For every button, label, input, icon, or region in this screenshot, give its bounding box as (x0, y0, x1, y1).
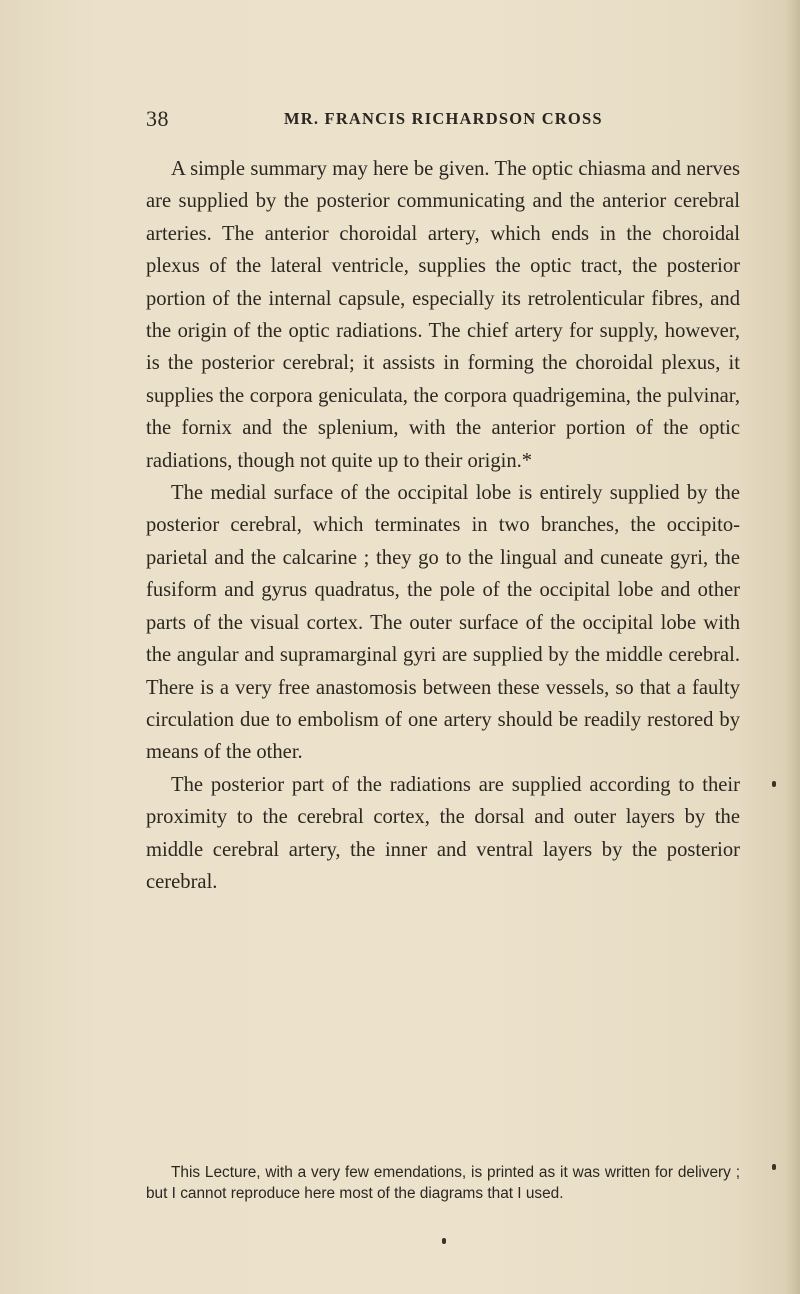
page-edge-shadow (786, 0, 800, 1294)
page-header (146, 106, 746, 136)
stray-ink-mark (772, 781, 776, 787)
body-text (146, 153, 740, 898)
running-head: MR. FRANCIS RICHARDSON CROSS (284, 109, 603, 128)
footnote (146, 1162, 740, 1204)
footnote-text: This Lecture, with a very few emendations, is printed as it was written for delivery ; but I cannot reproduce here most of the diagrams that I used. (146, 1164, 740, 1202)
stray-ink-mark (442, 1238, 446, 1244)
stray-ink-mark (772, 1164, 776, 1170)
paragraph: The posterior part of the radiations are supplied according to their proximity to the cerebral cortex, the dorsal and outer layers by the middle cerebral artery, the inner and ventral layers by the posterior cerebral. (146, 773, 740, 893)
paragraph: A simple summary may here be given. The optic chiasma and nerves are supplied by the posterior communicating and the anterior cerebral arteries. The anterior choroidal artery, which ends in the choroidal plexus of the lateral ventricle, supplies the optic tract, the posterior portion of the internal capsule, especially its retrolenticular fibres, and the origin of the optic radiations. The chief artery for supply, however, is the posterior cerebral; it assists in forming the choroidal plexus, it supplies the corpora geniculata, the corpora quadrigemina, the pulvinar, the fornix and the splenium, with the anterior portion of the optic radiations, though not quite up to their origin.* (146, 158, 740, 472)
paragraph: The medial surface of the occipital lobe is entirely supplied by the posterior cerebral, which terminates in two branches, the occipito-parietal and the calcarine ; they go to the lingual and cuneate gyri, the fusiform and gyrus quadratus, the pole of the occipital lobe and other parts of the visual cortex. The outer surface of the occipital lobe with the angular and supramarginal gyri are supplied by the middle cerebral. There is a very free anastomosis between these vessels, so that a faulty circulation due to embolism of one artery should be readily restored by means of the other. (146, 482, 740, 764)
page-number: 38 (146, 106, 169, 131)
